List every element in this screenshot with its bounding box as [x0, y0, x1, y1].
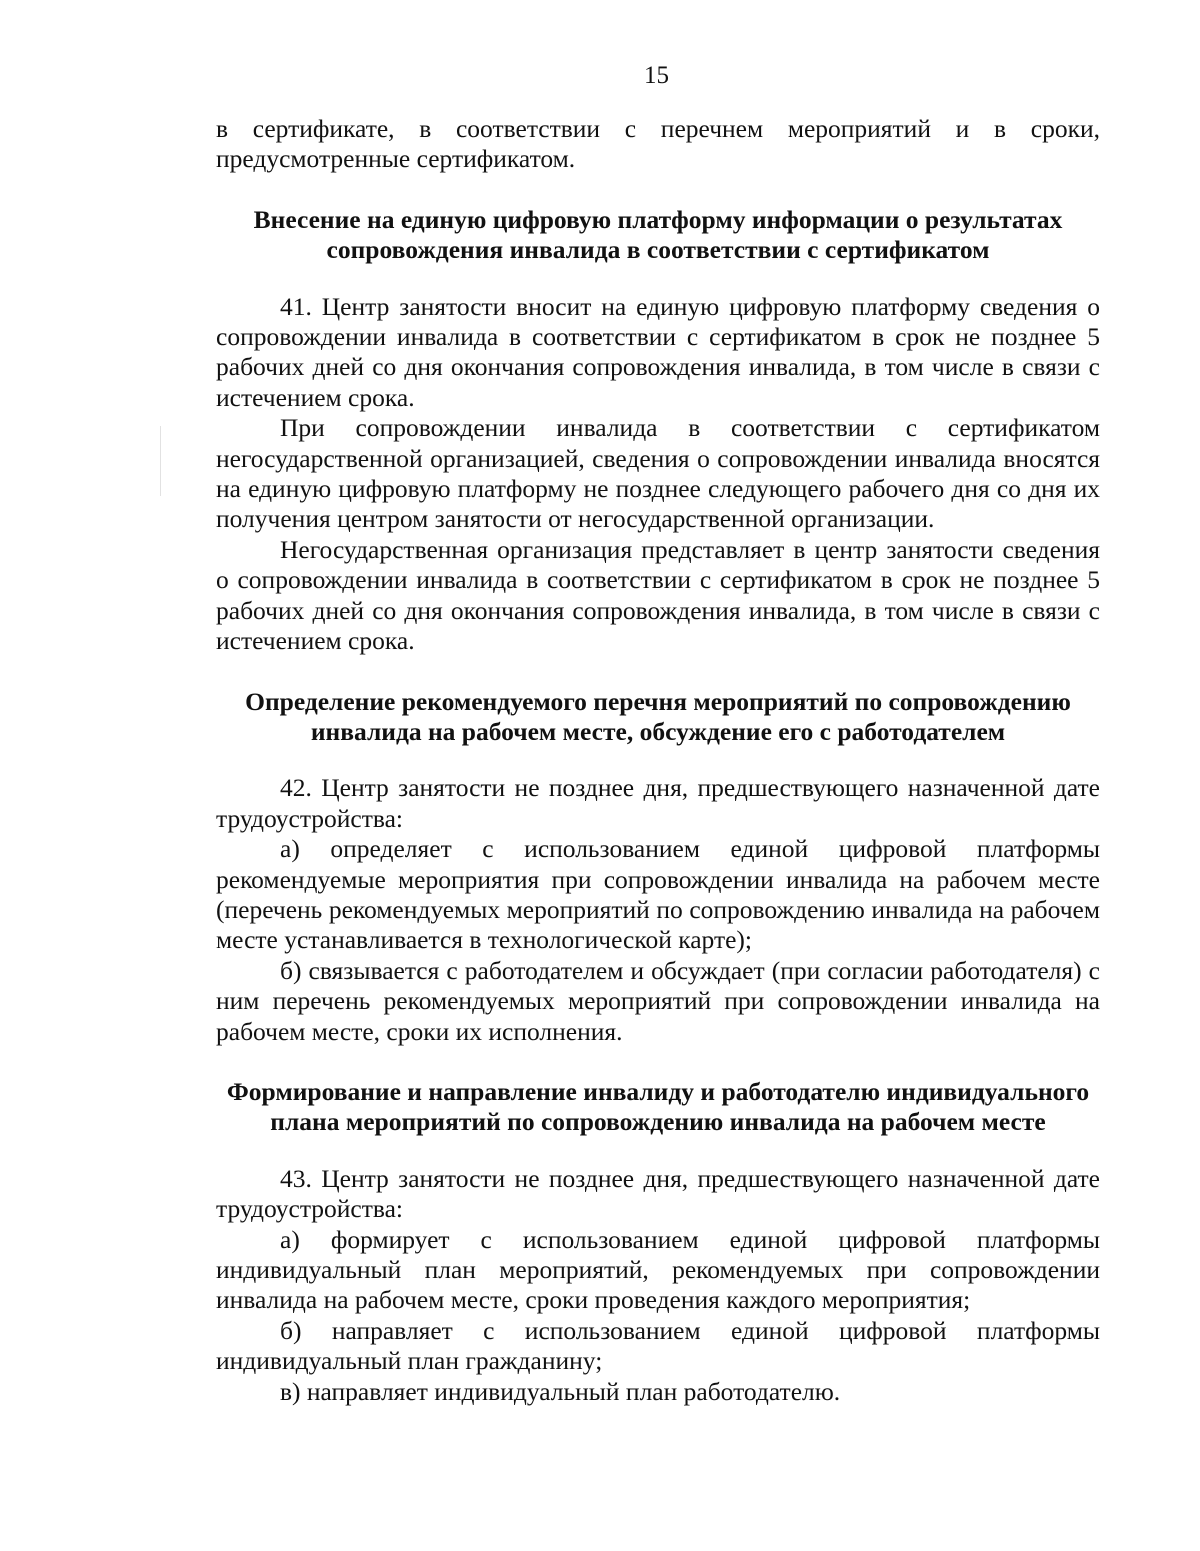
section-1-heading-line-1: Внесение на единую цифровую платформу информации о результатах: [253, 204, 1063, 234]
intro-paragraph: в сертификате, в соответствии с перечнем мероприятий и в сроки, предусмотренные сертификатом.: [216, 114, 1100, 174]
section-3-heading-line-2: плана мероприятий по сопровождению инвалида на рабочем месте: [270, 1107, 1046, 1137]
section-2-heading-line-2: инвалида на рабочем месте, обсуждение его с работодателем: [310, 716, 1006, 746]
section-2-heading: [216, 687, 1100, 748]
section-1-heading-line-2: сопровождения инвалида в соответствии с сертификатом: [326, 235, 990, 265]
paragraph-42: 42. Центр занятости не позднее дня, предшествующего назначенной дате трудоустройства:: [216, 773, 1100, 833]
paragraph-43-v: в) направляет индивидуальный план работодателю.: [280, 1376, 841, 1406]
paragraph-41-nongov: При сопровождении инвалида в соответствии с сертификатом негосударственной организацией, сведения о сопровождении инвалида вносятся на единую цифровую платформу не позднее следующего рабочего дня со дня их получения центром занятости от негосударственной организации.: [216, 413, 1100, 534]
paragraph-43: 43. Центр занятости не позднее дня, предшествующего назначенной дате трудоустройства:: [216, 1163, 1100, 1224]
paragraph-43-a: а) формирует с использованием единой цифровой платформы индивидуальный план мероприятий, рекомендуемых при сопровождении инвалида на рабочем месте, сроки проведения каждого мероприятия;: [216, 1224, 1100, 1315]
section-3-heading-line-1: Формирование и направление инвалиду и работодателю индивидуального: [226, 1076, 1090, 1106]
paragraph-43-b: б) направляет с использованием единой цифровой платформы индивидуальный план гражданину;: [216, 1315, 1100, 1376]
page-number: 15: [644, 62, 669, 89]
paragraph-42-b: б) связывается с работодателем и обсуждает (при согласии работодателя) с ним перечень рекомендуемых мероприятий при сопровождении инвалида на рабочем месте, сроки их исполнения.: [216, 955, 1100, 1046]
paragraph-42-a: а) определяет с использованием единой цифровой платформы рекомендуемые мероприятия при сопровождении инвалида на рабочем месте (перечень рекомендуемых мероприятий по сопровождению инвалида на рабочем месте устанавливается в технологической карте);: [216, 834, 1100, 955]
paragraph-41: 41. Центр занятости вносит на единую цифровую платформу сведения о сопровождении инвалида в соответствии с сертификатом в срок не позднее 5 рабочих дней со дня окончания сопровождения инвалида, в том числе в связи с истечением срока.: [216, 291, 1100, 412]
section-3-heading: [216, 1077, 1100, 1138]
section-2-heading-line-1: Определение рекомендуемого перечня мероприятий по сопровождению: [245, 686, 1071, 716]
section-1-heading: [216, 205, 1100, 266]
document-body: [216, 114, 1100, 1407]
paragraph-41-report: Негосударственная организация представляет в центр занятости сведения о сопровождении инвалида в соответствии с сертификатом в срок не позднее 5 рабочих дней со дня окончания сопровождения инвалида, в том числе в связи с истечением срока.: [216, 534, 1100, 656]
scan-edge-mark: [160, 426, 161, 496]
